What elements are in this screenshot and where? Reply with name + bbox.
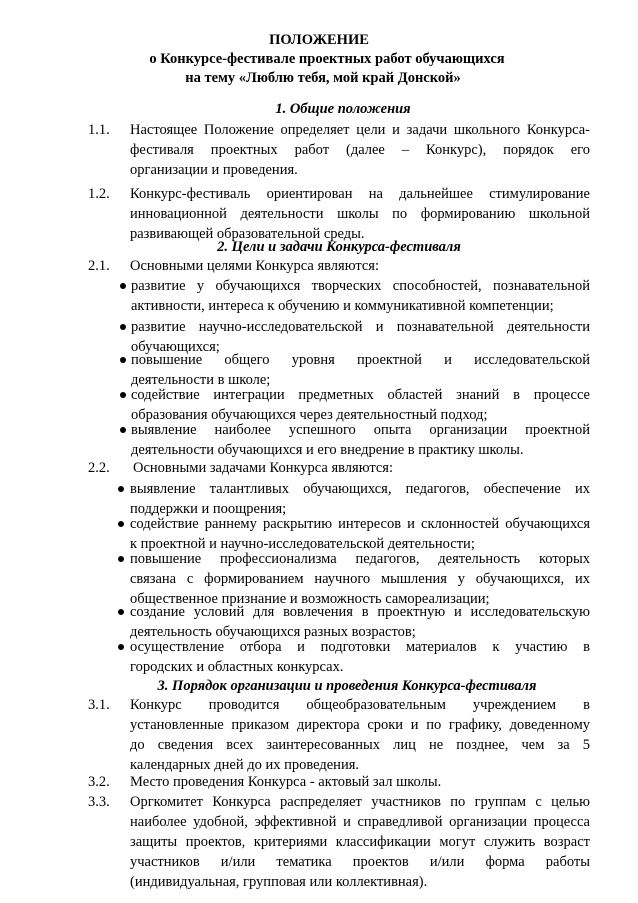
task-item bbox=[130, 479, 590, 519]
text-line: фестиваля проектных работ (далее – Конкурс), порядок его bbox=[130, 142, 590, 158]
text-line: Конкурс проводится общеобразовательным учреждением в bbox=[130, 697, 590, 713]
text-line: городских и областных конкурсах. bbox=[130, 659, 344, 675]
text-line: защиты проектов, критериями классификации могут служить возраст bbox=[130, 834, 590, 850]
item-3-1-number: 3.1. bbox=[88, 697, 110, 713]
text-line: деятельности в школе; bbox=[131, 372, 271, 388]
bullet-dot bbox=[120, 357, 126, 363]
bullet-dot bbox=[120, 427, 126, 433]
item-1-1-text bbox=[130, 120, 590, 180]
text-line: деятельность обучающихся разных возрастов; bbox=[130, 624, 416, 640]
bullet-dot bbox=[120, 283, 126, 289]
bullet-dot bbox=[118, 609, 124, 615]
section-2-heading: 2. Цели и задачи Конкурса-фестиваля bbox=[217, 239, 461, 255]
text-line: содействие интеграции предметных областей знаний в процессе bbox=[131, 387, 590, 403]
text-line: Оргкомитет Конкурса распределяет участников по группам с целью bbox=[130, 794, 590, 810]
item-2-1-text bbox=[130, 256, 590, 276]
task-item bbox=[130, 514, 590, 554]
item-3-2-text bbox=[130, 772, 590, 792]
text-line: инновационной деятельности школы по формированию школьной bbox=[130, 206, 590, 222]
document-subtitle-line-2: на тему «Люблю тебя, мой край Донской» bbox=[185, 70, 461, 86]
goal-item bbox=[131, 276, 590, 316]
text-line: содействие раннему раскрытию интересов и склонностей обучающихся bbox=[130, 516, 590, 532]
document-title: ПОЛОЖЕНИЕ bbox=[269, 32, 369, 48]
text-line: наиболее удобной, эффективной и справедливой организации процесса bbox=[130, 814, 590, 830]
item-3-1-text bbox=[130, 695, 590, 775]
goal-item bbox=[131, 350, 590, 390]
bullet-dot bbox=[118, 556, 124, 562]
bullet-dot bbox=[118, 644, 124, 650]
text-line: выявление наиболее успешного опыта организации проектной bbox=[131, 422, 590, 438]
text-line: поддержки и поощрения; bbox=[130, 501, 287, 517]
item-3-2-number: 3.2. bbox=[88, 774, 110, 790]
text-line: обучающихся; bbox=[131, 339, 220, 355]
task-item bbox=[130, 549, 590, 609]
bullet-dot bbox=[120, 392, 126, 398]
text-line: выявление талантливых обучающихся, педагогов, обеспечение их bbox=[130, 481, 590, 497]
bullet-dot bbox=[118, 486, 124, 492]
item-2-2-number: 2.2. bbox=[88, 460, 110, 476]
text-line: активности, интереса к обучению и коммуникативной компетенции; bbox=[131, 298, 554, 314]
item-1-1-number: 1.1. bbox=[88, 122, 110, 138]
text-line: деятельности обучающихся и его внедрение в практику школы. bbox=[131, 442, 524, 458]
text-line: повышение профессионализма педагогов, деятельность которых bbox=[130, 551, 590, 567]
section-3-heading: 3. Порядок организации и проведения Конкурса-фестиваля bbox=[157, 678, 537, 694]
task-item bbox=[130, 637, 590, 677]
text-line: установленные приказом директора сроки и по графику, доведенному bbox=[130, 717, 590, 733]
text-line: Основными целями Конкурса являются: bbox=[130, 258, 379, 274]
text-line: Место проведения Конкурса - актовый зал школы. bbox=[130, 774, 442, 790]
text-line: (индивидуальная, групповая или коллективная). bbox=[130, 874, 428, 890]
section-1-heading: 1. Общие положения bbox=[275, 101, 411, 117]
text-line: развитие у обучающихся творческих способностей, познавательной bbox=[131, 278, 590, 294]
item-2-2-text bbox=[133, 458, 590, 478]
document-subtitle-line-1: о Конкурсе-фестивале проектных работ обучающихся bbox=[149, 51, 505, 67]
text-line: развитие научно-исследовательской и познавательной деятельности bbox=[131, 319, 590, 335]
text-line: связана с формированием научного мышления у обучающихся, их bbox=[130, 571, 590, 587]
item-2-1-number: 2.1. bbox=[88, 258, 110, 274]
text-line: Конкурс-фестиваль ориентирован на дальнейшее стимулирование bbox=[130, 186, 590, 202]
item-1-2-text bbox=[130, 184, 590, 244]
task-item bbox=[130, 602, 590, 642]
text-line: Настоящее Положение определяет цели и задачи школьного Конкурса- bbox=[130, 122, 590, 138]
text-line: осуществление отбора и подготовки материалов к участию в bbox=[130, 639, 590, 655]
text-line: до сведения всех заинтересованных лиц не позднее, чем за 5 bbox=[130, 737, 590, 753]
bullet-dot bbox=[118, 521, 124, 527]
text-line: организации и проведения. bbox=[130, 162, 298, 178]
text-line: Основными задачами Конкурса являются: bbox=[133, 460, 394, 476]
text-line: повышение общего уровня проектной и исследовательской bbox=[131, 352, 590, 368]
text-line: календарных дней до их проведения. bbox=[130, 757, 359, 773]
text-line: к проектной и научно-исследовательской деятельности; bbox=[130, 536, 475, 552]
text-line: общественное признание и возможность самореализации; bbox=[130, 591, 490, 607]
text-line: развивающей образовательной среды. bbox=[130, 226, 365, 242]
text-line: участников и/или тематика проектов и/или форма работы bbox=[130, 854, 590, 870]
item-3-3-text bbox=[130, 792, 590, 892]
bullet-dot bbox=[120, 324, 126, 330]
goal-item bbox=[131, 385, 590, 425]
goal-item bbox=[131, 420, 590, 460]
text-line: образования обучающихся через деятельностный подход; bbox=[131, 407, 488, 423]
item-1-2-number: 1.2. bbox=[88, 186, 110, 202]
text-line: создание условий для вовлечения в проектную и исследовательскую bbox=[130, 604, 590, 620]
item-3-3-number: 3.3. bbox=[88, 794, 110, 810]
